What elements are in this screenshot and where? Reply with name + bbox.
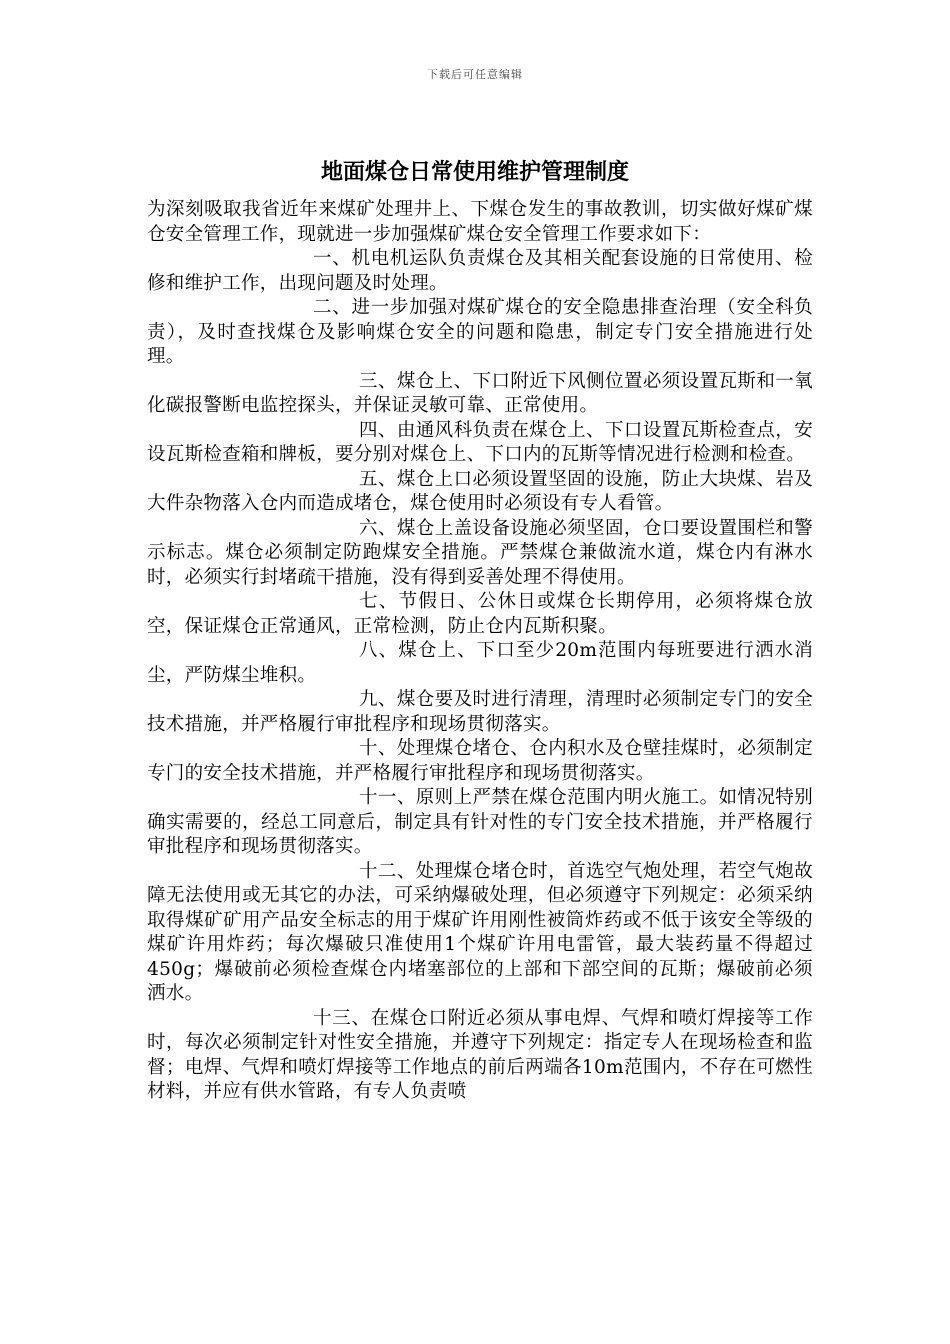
clause-1: 一、机电机运队负责煤仓及其相关配套设施的日常使用、检修和维护工作，出现问题及时处理。	[147, 248, 813, 294]
document-body	[147, 198, 813, 1105]
clause-10: 十、处理煤仓堵仓、仓内积水及仓壁挂煤时，必须制定专门的安全技术措施，并严格履行审批程序和现场贯彻落实。	[147, 738, 813, 784]
clause-7: 七、节假日、公休日或煤仓长期停用，必须将煤仓放空，保证煤仓正常通风，正常检测，防止仓内瓦斯积聚。	[147, 591, 813, 637]
clause-4: 四、由通风科负责在煤仓上、下口设置瓦斯检查点，安设瓦斯检查箱和牌板，要分别对煤仓上、下口内的瓦斯等情况进行检测和检查。	[147, 419, 813, 465]
intro-paragraph: 为深刻吸取我省近年来煤矿处理井上、下煤仓发生的事故教训，切实做好煤矿煤仓安全管理工作，现就进一步加强煤矿煤仓安全管理工作要求如下：	[147, 199, 813, 245]
clause-3: 三、煤仓上、下口附近下风侧位置必须设置瓦斯和一氧化碳报警断电监控探头，并保证灵敏可靠、正常使用。	[147, 370, 813, 416]
clause-13: 十三、在煤仓口附近必须从事电焊、气焊和喷灯焊接等工作时，每次必须制定针对性安全措施，并遵守下列规定：指定专人在现场检查和监督；电焊、气焊和喷灯焊接等工作地点的前后两端各10m范围内，不存在可燃性材料，并应有供水管路，有专人负责喷	[147, 1007, 813, 1102]
clause-5: 五、煤仓上口必须设置坚固的设施，防止大块煤、岩及大件杂物落入仓内而造成堵仓，煤仓使用时必须设有专人看管。	[147, 468, 813, 514]
clause-9: 九、煤仓要及时进行清理，清理时必须制定专门的安全技术措施，并严格履行审批程序和现场贯彻落实。	[147, 689, 813, 735]
clause-11: 十一、原则上严禁在煤仓范围内明火施工。如情况特别确实需要的，经总工同意后，制定具有针对性的专门安全技术措施，并严格履行审批程序和现场贯彻落实。	[147, 787, 813, 857]
document-title: 地面煤仓日常使用维护管理制度	[320, 160, 629, 185]
clause-2: 二、进一步加强对煤矿煤仓的安全隐患排查治理（安全科负责），及时查找煤仓及影响煤仓安全的问题和隐患，制定专门安全措施进行处理。	[147, 297, 813, 367]
clause-8: 八、煤仓上、下口至少20m范围内每班要进行洒水消尘，严防煤尘堆积。	[147, 640, 813, 686]
clause-6: 六、煤仓上盖设备设施必须坚固，仓口要设置围栏和警示标志。煤仓必须制定防跑煤安全措施。严禁煤仓兼做流水道，煤仓内有淋水时，必须实行封堵疏干措施，没有得到妥善处理不得使用。	[147, 517, 813, 588]
header-note: 下载后可任意编辑	[427, 68, 523, 81]
clause-12: 十二、处理煤仓堵仓时，首选空气炮处理，若空气炮故障无法使用或无其它的办法，可采纳爆破处理，但必须遵守下列规定：必须采纳取得煤矿矿用产品安全标志的用于煤矿许用刚性被筒炸药或不低于该安全等级的煤矿许用炸药；每次爆破只准使用1个煤矿许用电雷管，最大装药量不得超过450g；爆破前必须检查煤仓内堵塞部位的上部和下部空间的瓦斯；爆破前必须洒水。	[147, 860, 813, 1004]
